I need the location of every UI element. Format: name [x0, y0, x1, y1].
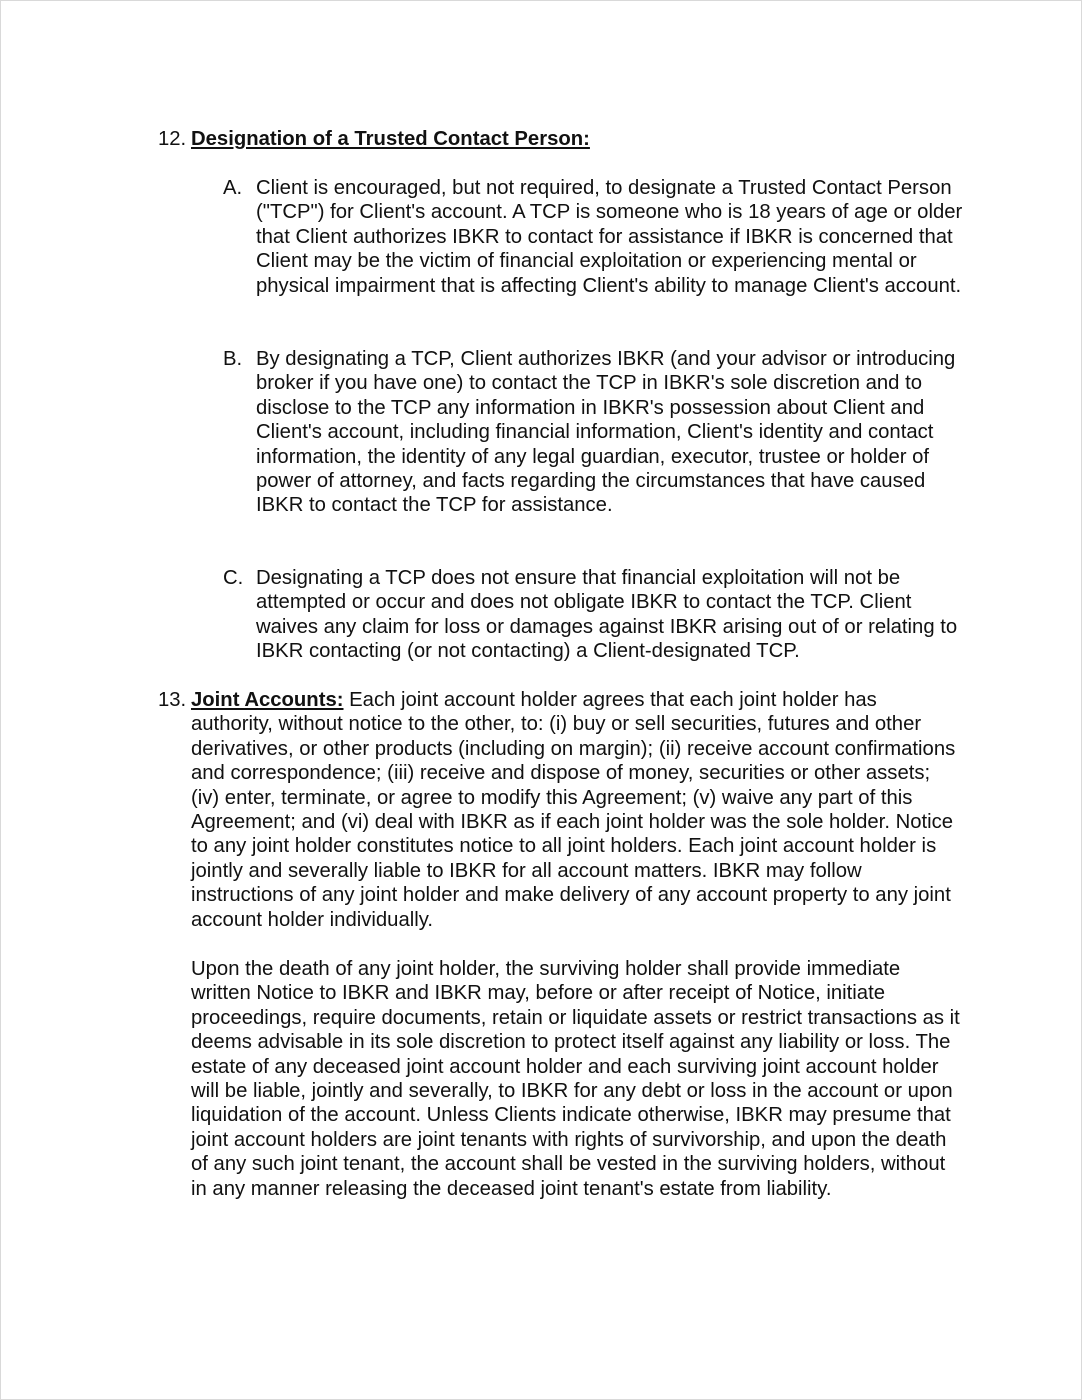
item-text: Client is encouraged, but not required, to designate a Trusted Contact Person ("TCP") for Client's account. A TCP is someone who is 18 years of age or older that Client authorizes IBKR to contact for assistance if IBKR is concerned that Client may be the victim of financial exploitation or experiencing mental or physical impairment that is affecting Client's ability to manage Client's account. — [256, 177, 963, 297]
section-title: Designation of a Trusted Contact Person: — [191, 128, 590, 150]
list-item-a — [223, 176, 963, 298]
section-12 — [158, 127, 958, 151]
item-letter: B. — [223, 348, 243, 370]
item-text: Designating a TCP does not ensure that financial exploitation will not be attempted or occur and does not obligate IBKR to contact the TCP. Client waives any claim for loss or damages against IBKR arising out of or relating to IBKR contacting (or not contacting) a Client-designated TCP. — [256, 567, 958, 663]
section-number: 12. — [158, 128, 187, 150]
list-item-b — [223, 347, 963, 518]
section-13-paragraph-2: Upon the death of any joint holder, the surviving holder shall provide immediate written Notice to IBKR and IBKR may, before or after receipt of Notice, initiate proceedings, require documents, retain or liquidate assets or restrict transactions as it deems advisable in its sole discretion to protect itself against any liability or loss. The estate of any deceased joint account holder and each surviving joint account holder will be liable, jointly and severally, to IBKR for any debt or loss in the account or upon liquidation of the account. Unless Clients indicate otherwise, IBKR may presume that joint account holders are joint tenants with rights of survivorship, and upon the death of any such joint tenant, the account shall be vested in the surviving holders, without in any manner releasing the deceased joint tenant's estate from liability. — [191, 958, 960, 1200]
item-text: By designating a TCP, Client authorizes IBKR (and your advisor or introducing broker if you have one) to contact the TCP in IBKR's sole discretion and to disclose to the TCP any information in IBKR's possession about Client and Client's account, including financial information, Client's identity and contact information, the identity of any legal guardian, executor, trustee or holder of power of attorney, and facts regarding the circumstances that have caused IBKR to contact the TCP for assistance. — [256, 348, 956, 517]
item-letter: A. — [223, 177, 243, 199]
section-body — [158, 688, 958, 932]
section-number: 13. — [158, 689, 187, 711]
section-13 — [158, 688, 958, 932]
item-letter: C. — [223, 567, 244, 589]
list-item-c — [223, 566, 963, 664]
section-title: Joint Accounts: — [191, 689, 344, 711]
section-text: Each joint account holder agrees that each joint holder has authority, without notice to the other, to: (i) buy or sell securities, futures and other derivatives, or other products (including on margin); (ii) receive account confirmations and correspondence; (iii) receive and dispose of money, securities or other assets; (iv) enter, terminate, or agree to modify this Agreement; (v) waive any part of this Agreement; and (vi) deal with IBKR as if each joint holder was the sole holder. Notice to any joint holder constitutes notice to all joint holders. Each joint account holder is jointly and severally liable to IBKR for all account matters. IBKR may follow instructions of any joint holder and make delivery of any account property to any joint account holder individually. — [191, 689, 956, 931]
